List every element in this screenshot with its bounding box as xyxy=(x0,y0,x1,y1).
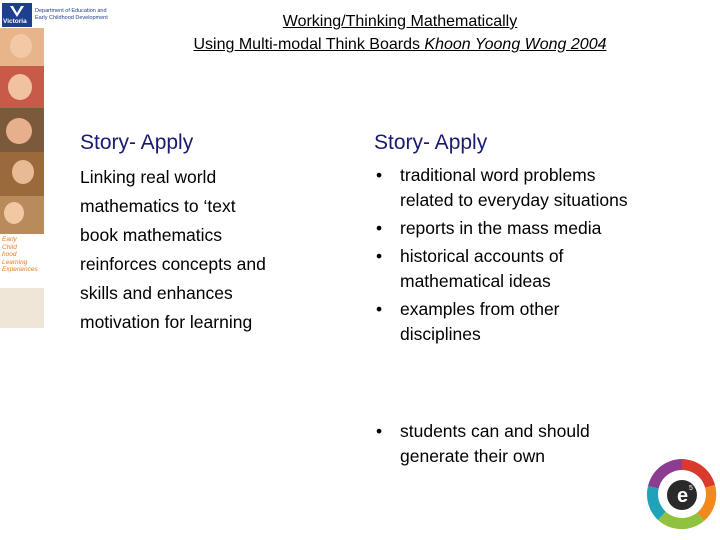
e-letter: e xyxy=(677,485,689,507)
left-body-line: book mathematics xyxy=(80,225,223,245)
left-body-line: reinforces concepts and xyxy=(80,254,266,274)
bullet-item: • traditional word problems related to everyday situations xyxy=(374,163,674,212)
bullet-item: • students can and should generate their own xyxy=(374,419,674,468)
child-photo-5 xyxy=(0,196,44,234)
bullet-icon: • xyxy=(376,299,383,319)
child-photo-6 xyxy=(0,288,44,328)
logo-word: Victoria xyxy=(3,18,27,25)
photo-sidebar xyxy=(0,0,44,540)
child-photo-2 xyxy=(0,66,44,108)
bullet-icon: • xyxy=(376,421,383,441)
bullet-item: • historical accounts of mathematical ideas xyxy=(374,244,674,293)
department-name: Department of Education and Early Childhood Development xyxy=(35,8,108,21)
bullet-icon: • xyxy=(376,165,383,185)
slide-title xyxy=(80,10,720,56)
left-body-line: motivation for learning xyxy=(80,312,253,332)
left-body-line: Linking real world xyxy=(80,167,217,187)
left-column-body xyxy=(80,163,320,337)
bullet-item: • examples from other disciplines xyxy=(374,297,674,346)
sidebar-tagline: Early Child hood Learning Experiences xyxy=(2,236,38,273)
e-superscript: 5 xyxy=(689,485,693,492)
title-line-2: Using Multi-modal Think Boards Khoon Yoong Wong 2004 xyxy=(193,36,607,53)
e5-logo-icon xyxy=(646,458,718,530)
left-body-line: skills and enhances xyxy=(80,283,233,303)
bullet-icon: • xyxy=(376,218,383,238)
bullet-icon: • xyxy=(376,246,383,266)
title-author: Khoon Yoong Wong 2004 xyxy=(424,36,607,53)
title-line-1: Working/Thinking Mathematically xyxy=(282,13,518,30)
bullet-item: • reports in the mass media xyxy=(374,216,674,241)
right-column-heading: Story- Apply xyxy=(374,131,488,154)
victoria-logo-mark xyxy=(2,3,32,27)
left-column-heading: Story- Apply xyxy=(80,131,194,154)
child-photo-3 xyxy=(0,108,44,152)
child-photo-1 xyxy=(0,28,44,66)
left-body-line: mathematics to ‘text xyxy=(80,196,236,216)
child-photo-4 xyxy=(0,152,44,196)
